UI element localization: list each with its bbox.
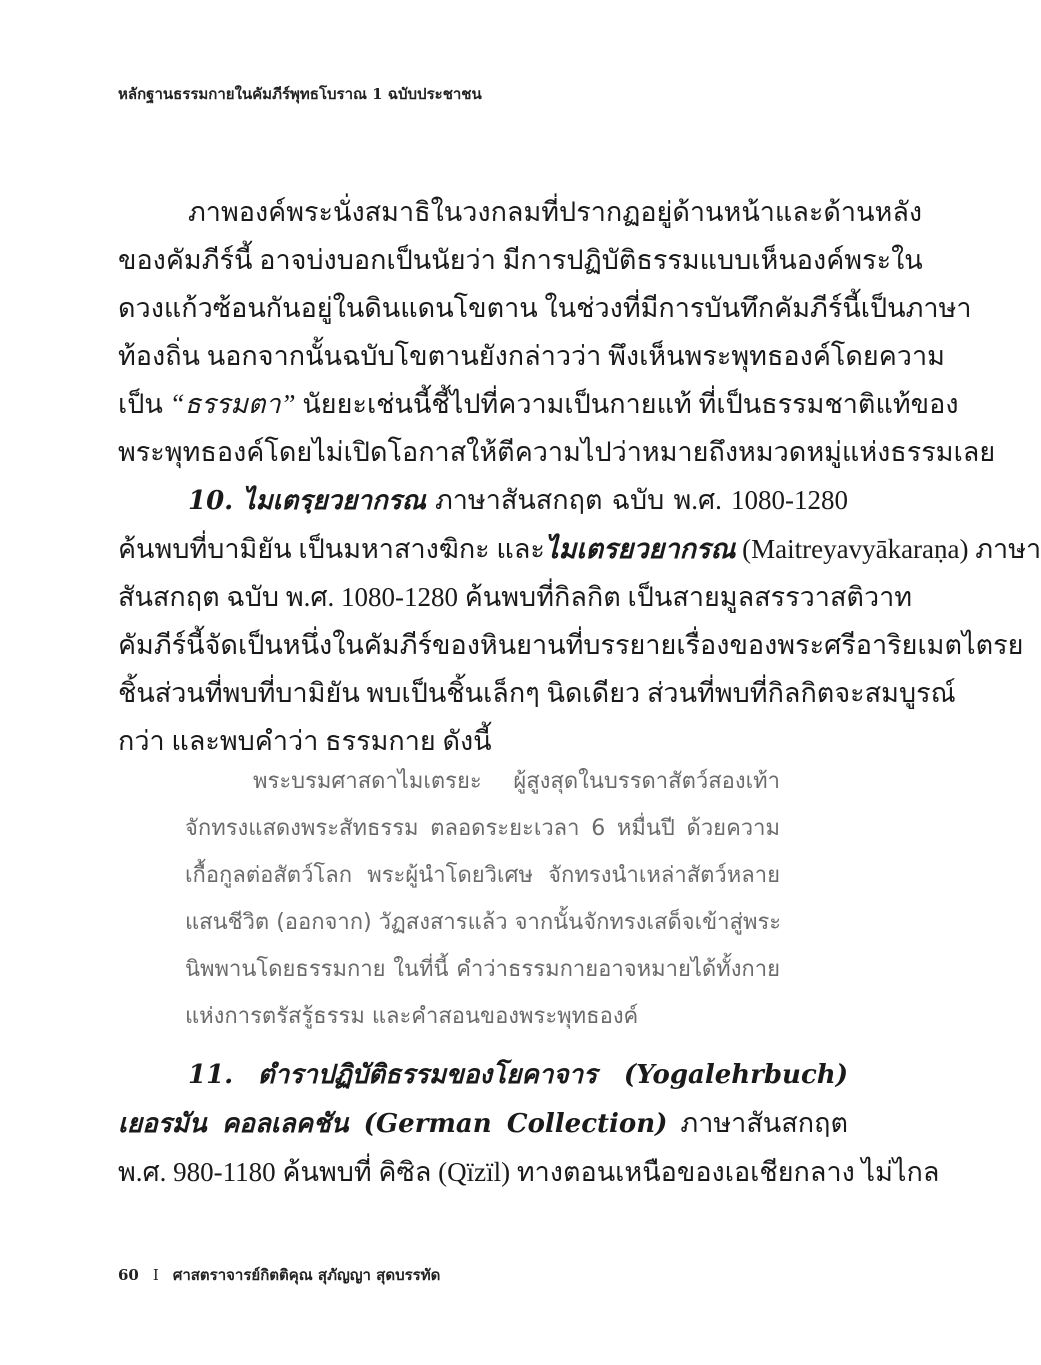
text-fragment: ภาษาสันสกฤต — [667, 1108, 848, 1138]
quote-line: แสนชีวิต (ออกจาก) วัฏสงสารแล้ว จากนั้นจักทรงเสด็จเข้าสู่พระ — [185, 910, 782, 935]
paragraph-line — [118, 380, 959, 428]
paragraph-line: พ.ศ. 980-1180 ค้นพบที่ คิซิล (Qïzïl) ทางตอนเหนือของเอเชียกลาง ไม่ไกล — [118, 1157, 940, 1187]
paragraph-line: สันสกฤต ฉบับ พ.ศ. 1080-1280 ค้นพบที่กิลกิต เป็นสายมูลสรรวาสติวาท — [118, 582, 913, 612]
section-heading-line — [118, 1099, 848, 1148]
section-10 — [118, 476, 1041, 765]
quote-line: นิพพานโดยธรรมกาย ในที่นี้ คำว่าธรรมกายอาจหมายได้ทั้งกาย — [185, 957, 780, 982]
quote-line: แห่งการตรัสรู้ธรรม และคำสอนของพระพุทธองค์ — [185, 1004, 639, 1029]
paragraph-line: ดวงแก้วซ้อนกันอยู่ในดินแดนโขตาน ในช่วงที่มีการบันทึกคัมภีร์นี้เป็นภาษา — [118, 293, 972, 323]
footer-separator: I — [152, 1266, 159, 1284]
quote-line: พระบรมศาสดาไมเตรยะ ผู้สูงสุดในบรรดาสัตว์สองเท้า — [253, 769, 780, 794]
section-heading-line — [118, 1050, 848, 1099]
block-quote — [185, 758, 780, 1040]
quote-line: จักทรงแสดงพระสัทธรรม ตลอดระยะเวลา 6 หมื่นปี ด้วยความ — [185, 816, 780, 841]
paragraph-line: ท้องถิ่น นอกจากนั้นฉบับโขตานยังกล่าวว่า พึงเห็นพระพุทธองค์โดยความ — [118, 341, 945, 371]
dharmata-term: “ธรรมตา” — [169, 389, 296, 419]
text-title-term: ไมเตรยวยากรณ — [544, 534, 736, 564]
paragraph-line: คัมภีร์นี้จัดเป็นหนึ่งในคัมภีร์ของหินยานที่บรรยายเรื่องของพระศรีอาริยเมตไตรย — [118, 630, 1024, 660]
section-title: ตำราปฏิบัติธรรมของโยคาจาร (Yogalehrbuch) — [257, 1060, 848, 1090]
paragraph-line: ภาพองค์พระนั่งสมาธิในวงกลมที่ปรากฏอยู่ด้านหน้าและด้านหลัง — [188, 197, 923, 227]
text-fragment: ภาษาสันสกฤต ฉบับ พ.ศ. 1080-1280 — [425, 485, 849, 515]
section-number: 10. — [188, 486, 234, 516]
paragraph-line — [118, 525, 1041, 573]
paragraph-line: พระพุทธองค์โดยไม่เปิดโอกาสให้ตีความไปว่าหมายถึงหมวดหมู่แห่งธรรมเลย — [118, 437, 996, 467]
text-fragment: ค้นพบที่บามิยัน เป็นมหาสางฆิกะ และ — [118, 534, 545, 564]
paragraph-line: ชิ้นส่วนที่พบที่บามิยัน พบเป็นชิ้นเล็กๆ นิดเดียว ส่วนที่พบที่กิลกิตจะสมบูรณ์ — [118, 678, 956, 708]
section-number: 11. — [188, 1060, 234, 1090]
paragraph-line: ของคัมภีร์นี้ อาจบ่งบอกเป็นนัยว่า มีการปฏิบัติธรรมแบบเห็นองค์พระใน — [118, 245, 923, 275]
footer-author: ศาสตราจารย์กิตติคุณ สุภัญญา สุดบรรทัด — [172, 1266, 441, 1284]
section-11 — [118, 1050, 940, 1196]
intro-paragraph — [118, 188, 996, 476]
text-fragment: นัยยะเช่นนี้ชี้ไปที่ความเป็นกายแท้ ที่เป็นธรรมชาติแท้ของ — [295, 389, 959, 419]
paragraph-line: กว่า และพบคำว่า ธรรมกาย ดังนี้ — [118, 726, 492, 756]
section-title: ไมเตรฺยวยากรณ — [242, 486, 426, 516]
running-header: หลักฐานธรรมกายในคัมภีร์พุทธโบราณ 1 ฉบับประชาชน — [118, 85, 482, 103]
section-heading-line — [118, 476, 848, 525]
page-footer — [118, 1263, 440, 1287]
text-fragment: เป็น — [118, 389, 170, 419]
page-number: 60 — [118, 1266, 139, 1284]
text-fragment: (Maitreyavyākaraṇa) ภาษา — [735, 534, 1041, 564]
section-title-continued: เยอรมัน คอลเลคชัน (German Collection) — [118, 1109, 668, 1139]
quote-line: เกื้อกูลต่อสัตว์โลก พระผู้นำโดยวิเศษ จักทรงนำเหล่าสัตว์หลาย — [185, 863, 780, 888]
